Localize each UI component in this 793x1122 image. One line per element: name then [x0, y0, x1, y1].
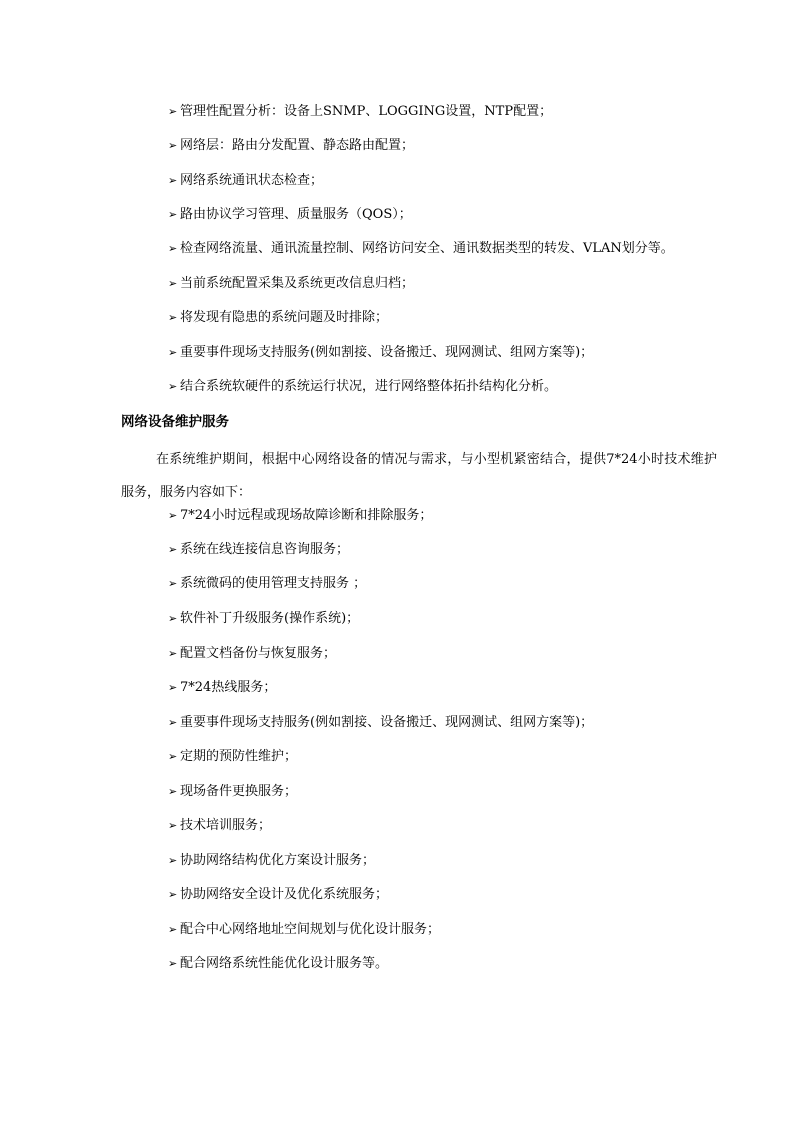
arrow-bullet-icon: ➢ — [168, 311, 178, 324]
list-item-text: 重要事件现场支持服务(例如割接、设备搬迁、现网测试、组网方案等)； — [180, 345, 594, 360]
list-item — [168, 714, 593, 732]
list-item — [168, 309, 388, 327]
arrow-bullet-icon: ➢ — [168, 854, 178, 867]
arrow-bullet-icon: ➢ — [168, 647, 178, 660]
list-item-text: 路由协议学习管理、质量服务（QOS）； — [180, 207, 412, 222]
arrow-bullet-icon: ➢ — [168, 957, 178, 970]
list-item-text: 技术培训服务； — [180, 818, 272, 833]
list-item — [168, 645, 336, 663]
list-item — [168, 378, 557, 396]
list-item-text: 结合系统软硬件的系统运行状况，进行网络整体拓扑结构化分析。 — [180, 379, 558, 394]
list-item — [168, 679, 276, 697]
list-item-text: 定期的预防性维护； — [180, 749, 298, 764]
list-item — [168, 172, 323, 190]
arrow-bullet-icon: ➢ — [168, 923, 178, 936]
list-item — [168, 507, 432, 525]
arrow-bullet-icon: ➢ — [168, 716, 178, 729]
list-item-text: 将发现有隐患的系统问题及时排除； — [180, 310, 389, 325]
list-item-text: 当前系统配置采集及系统更改信息归档； — [180, 276, 415, 291]
arrow-bullet-icon: ➢ — [168, 819, 178, 832]
list-item-text: 重要事件现场支持服务(例如割接、设备搬迁、现网测试、组网方案等)； — [180, 715, 594, 730]
list-item-text: 系统在线连接信息咨询服务； — [180, 542, 350, 557]
list-item-text: 现场备件更换服务； — [180, 784, 298, 799]
arrow-bullet-icon: ➢ — [168, 208, 178, 221]
list-item — [168, 103, 552, 121]
list-item — [168, 921, 440, 939]
arrow-bullet-icon: ➢ — [168, 612, 178, 625]
arrow-bullet-icon: ➢ — [168, 242, 178, 255]
section-heading: 网络设备维护服务 — [121, 414, 229, 430]
arrow-bullet-icon: ➢ — [168, 346, 178, 359]
list-item — [168, 344, 593, 362]
arrow-bullet-icon: ➢ — [168, 277, 178, 290]
list-item-text: 软件补丁升级服务(操作系统)； — [180, 611, 360, 626]
list-item — [168, 240, 674, 258]
list-item-text: 检查网络流量、通讯流量控制、网络访问安全、通讯数据类型的转发、VLAN划分等。 — [180, 241, 674, 256]
list-item-text: 网络层：路由分发配置、静态路由配置； — [180, 138, 415, 153]
list-item — [168, 206, 412, 224]
arrow-bullet-icon: ➢ — [168, 139, 178, 152]
list-item — [168, 275, 414, 293]
intro-paragraph: 在系统维护期间，根据中心网络设备的情况与需求，与小型机紧密结合，提供7*24小时技术维护服务，服务内容如下： — [121, 452, 717, 500]
arrow-bullet-icon: ➢ — [168, 509, 178, 522]
arrow-bullet-icon: ➢ — [168, 577, 178, 590]
arrow-bullet-icon: ➢ — [168, 785, 178, 798]
arrow-bullet-icon: ➢ — [168, 380, 178, 393]
list-item-text: 系统微码的使用管理支持服务 ； — [180, 576, 367, 591]
list-item-text: 配合中心网络地址空间规划与优化设计服务； — [180, 922, 441, 937]
list-item — [168, 886, 388, 904]
list-item-text: 7*24小时远程或现场故障诊断和排除服务； — [180, 508, 433, 523]
arrow-bullet-icon: ➢ — [168, 888, 178, 901]
list-item — [168, 610, 359, 628]
list-item — [168, 575, 366, 593]
list-item — [168, 852, 375, 870]
list-item-text: 网络系统通讯状态检查； — [180, 173, 324, 188]
list-item — [168, 748, 297, 766]
arrow-bullet-icon: ➢ — [168, 105, 178, 118]
list-item — [168, 541, 349, 559]
list-item-text: 协助网络结构优化方案设计服务； — [180, 853, 376, 868]
list-item-text: 管理性配置分析：设备上SNMP、LOGGING设置，NTP配置； — [180, 104, 553, 119]
list-item — [168, 783, 297, 801]
arrow-bullet-icon: ➢ — [168, 174, 178, 187]
arrow-bullet-icon: ➢ — [168, 681, 178, 694]
list-item-text: 配置文档备份与恢复服务； — [180, 646, 337, 661]
list-item — [168, 955, 388, 973]
list-item-text: 协助网络安全设计及优化系统服务； — [180, 887, 389, 902]
list-item — [168, 817, 271, 835]
list-item — [168, 137, 414, 155]
arrow-bullet-icon: ➢ — [168, 750, 178, 763]
list-item-text: 配合网络系统性能优化设计服务等。 — [180, 956, 389, 971]
list-item-text: 7*24热线服务； — [180, 680, 277, 695]
arrow-bullet-icon: ➢ — [168, 543, 178, 556]
